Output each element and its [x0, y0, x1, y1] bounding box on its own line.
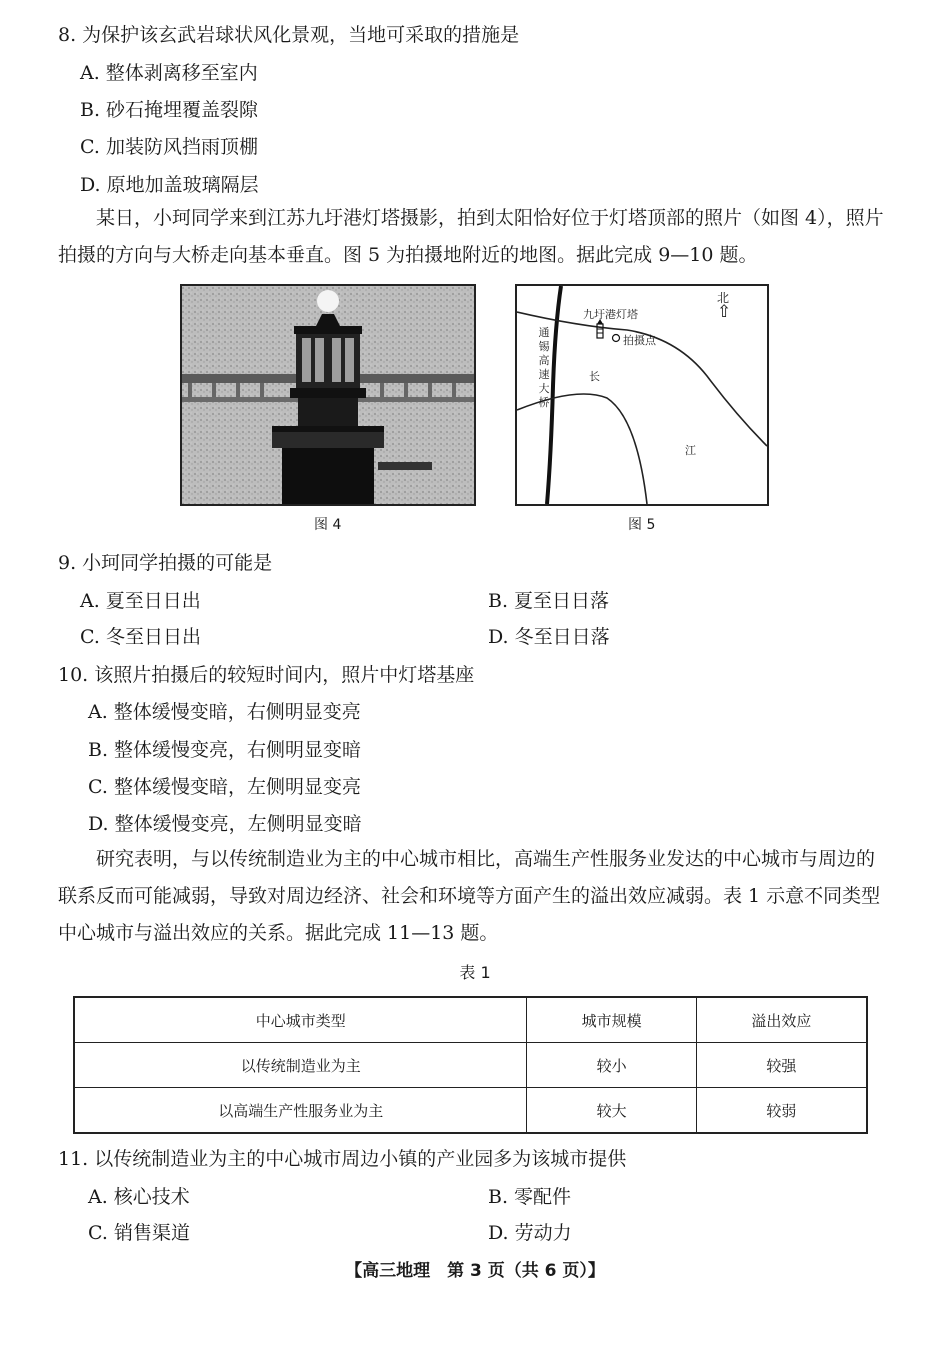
- q11-option-c: C. 销售渠道: [88, 1222, 190, 1244]
- table-header-cell: 中心城市类型: [74, 997, 527, 1043]
- bridge-label-char: 速: [538, 368, 550, 381]
- q8-option-a: A. 整体剥离移至室内: [80, 62, 258, 84]
- question-11-stem: 11. 以传统制造业为主的中心城市周边小镇的产业园多为该城市提供: [58, 1148, 627, 1170]
- table-cell: 以高端生产性服务业为主: [74, 1088, 527, 1134]
- bridge-label-char: 高: [538, 354, 550, 367]
- q11-option-a: A. 核心技术: [88, 1186, 190, 1208]
- q8-option-b: B. 砂石掩埋覆盖裂隙: [80, 99, 259, 121]
- q8-option-d: D. 原地加盖玻璃隔层: [80, 174, 259, 196]
- north-arrow-icon: ⇧: [717, 302, 732, 322]
- table-1: [73, 996, 868, 1134]
- north-label: 北: [717, 291, 730, 305]
- table-cell: 较大: [527, 1088, 696, 1134]
- q10-option-c: C. 整体缓慢变暗，左侧明显变亮: [88, 776, 361, 798]
- bridge-label-char: 桥: [538, 396, 550, 409]
- table-row: [74, 1088, 867, 1134]
- figure-4-caption: 图 4: [314, 517, 342, 533]
- intro-questions-11-13: 研究表明，与以传统制造业为主的中心城市相比，高端生产性服务业发达的中心城市与周边的联系反而可能减弱，导致对周边经济、社会和环境等方面产生的溢出效应减弱。表 1 示意不同类型中心城市与溢出效应的关系。据此完成 11—13 题。: [58, 848, 881, 944]
- river-bank-south: [517, 394, 647, 504]
- q9-option-d: D. 冬至日日落: [488, 626, 610, 648]
- q11-option-d: D. 劳动力: [488, 1222, 572, 1244]
- figure-5-map: [515, 284, 769, 506]
- question-9-stem: 9. 小珂同学拍摄的可能是: [58, 552, 273, 574]
- river-label-jiang: 江: [685, 444, 696, 457]
- bridge-label-char: 大: [538, 382, 550, 395]
- table-cell: 较小: [527, 1043, 696, 1088]
- table-cell: 较弱: [696, 1088, 867, 1134]
- table-1-title: 表 1: [459, 963, 491, 982]
- q9-option-a: A. 夏至日日出: [80, 590, 201, 612]
- bridge-label-char: 通: [538, 326, 550, 339]
- table-header-row: [74, 997, 867, 1043]
- q11-option-b: B. 零配件: [488, 1186, 572, 1208]
- shoot-point-marker: [613, 335, 620, 342]
- q10-option-a: A. 整体缓慢变暗，右侧明显变亮: [88, 701, 361, 723]
- table-cell: 以传统制造业为主: [74, 1043, 527, 1088]
- q8-option-c: C. 加装防风挡雨顶棚: [80, 136, 258, 158]
- q9-option-c: C. 冬至日日出: [80, 626, 201, 648]
- table-cell: 较强: [696, 1043, 867, 1088]
- river-label-chang: 长: [589, 370, 600, 383]
- page-footer: 【高三地理 第 3 页（共 6 页）】: [345, 1261, 605, 1281]
- bridge-label-char: 锡: [538, 340, 550, 353]
- lighthouse-label: 九圩港灯塔: [583, 308, 638, 321]
- table-header-cell: 溢出效应: [696, 997, 867, 1043]
- q9-option-b: B. 夏至日日落: [488, 590, 610, 612]
- table-row: [74, 1043, 867, 1088]
- question-8-stem: 8. 为保护该玄武岩球状风化景观，当地可采取的措施是: [58, 24, 520, 46]
- table-header-cell: 城市规模: [527, 997, 696, 1043]
- question-10-stem: 10. 该照片拍摄后的较短时间内，照片中灯塔基座: [58, 664, 475, 686]
- figure-4-photo: [180, 284, 476, 506]
- figure-5-caption: 图 5: [628, 517, 656, 533]
- shoot-point-label: 拍摄点: [623, 334, 656, 347]
- bridge-label: [537, 326, 551, 410]
- q10-option-d: D. 整体缓慢变亮，左侧明显变暗: [88, 813, 362, 835]
- q10-option-b: B. 整体缓慢变亮，右侧明显变暗: [88, 739, 362, 761]
- intro-questions-9-10: 某日，小珂同学来到江苏九圩港灯塔摄影，拍到太阳恰好位于灯塔顶部的照片（如图 4），照片拍摄的方向与大桥走向基本垂直。图 5 为拍摄地附近的地图。据此完成 9—10 题。: [58, 207, 884, 266]
